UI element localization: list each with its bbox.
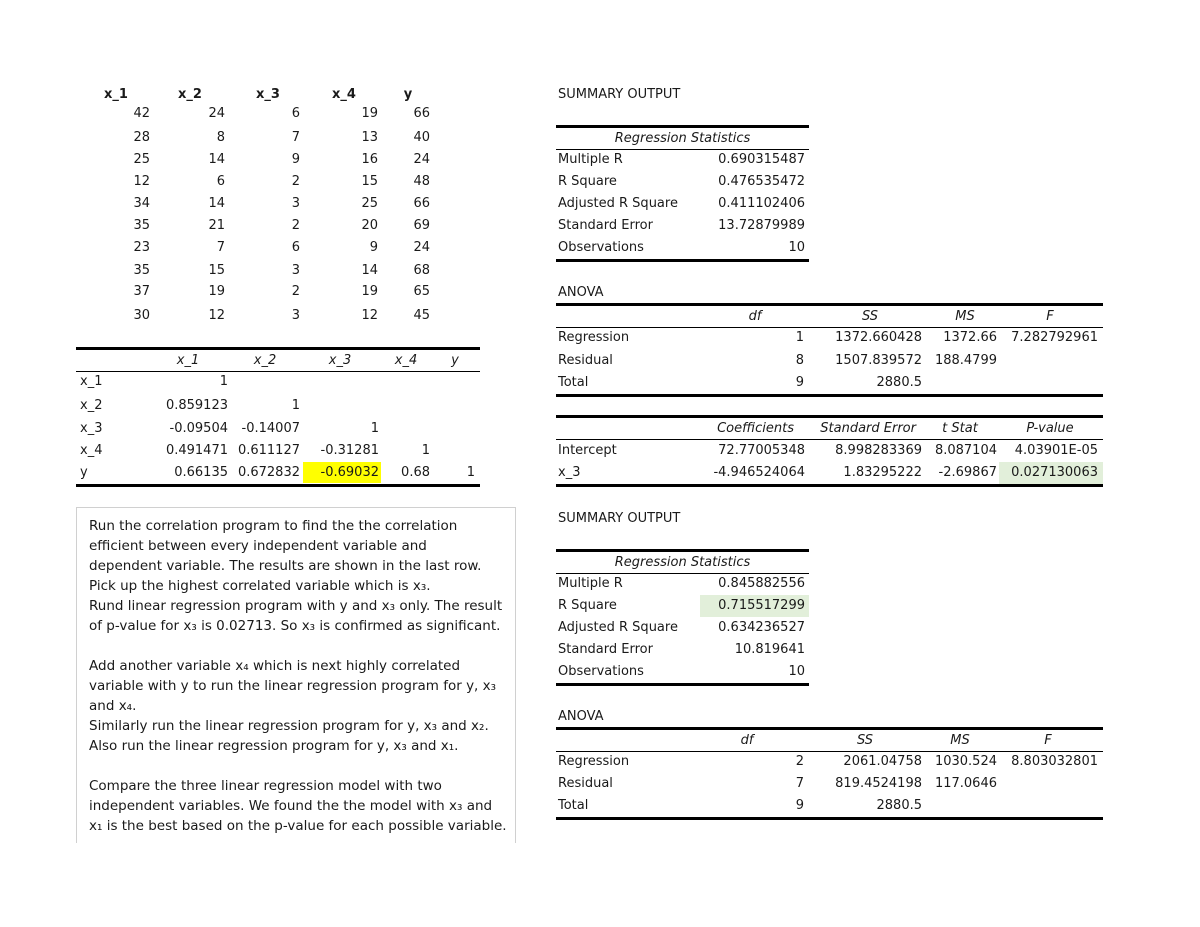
anova-row-label: Residual (558, 353, 613, 368)
summary-title: SUMMARY OUTPUT (558, 511, 681, 526)
anova-f: 7.282792961 (1011, 330, 1098, 345)
notes-line: variable with y to run the linear regression program for y, x₃ (89, 678, 497, 694)
corr-row-label: x_4 (80, 443, 103, 458)
corr-cell: 1 (219, 374, 228, 389)
notes-line: Rund linear regression program with y and x₃ only. The result (89, 598, 503, 614)
corr-cell: -0.14007 (241, 421, 300, 436)
reg-stat-value: 0.476535472 (718, 174, 805, 189)
anova-df: 7 (795, 776, 804, 791)
reg-stat-value-highlighted: 0.715517299 (718, 598, 805, 613)
data-cell: 19 (361, 106, 378, 121)
corr-cell: 0.672832 (237, 465, 300, 480)
table-rule (556, 817, 1103, 820)
notes-line: independent variables. We found the the model with x₃ and (89, 798, 493, 814)
anova-df: 9 (795, 375, 804, 390)
corr-cell: 1 (466, 465, 475, 480)
data-cell: 37 (133, 284, 150, 299)
reg-stat-value: 10.819641 (734, 642, 805, 657)
coef-header: P-value (1026, 421, 1074, 436)
data-cell: 6 (291, 106, 300, 121)
anova-title: ANOVA (558, 285, 604, 300)
table-rule (556, 484, 1103, 487)
anova-row-label: Total (558, 798, 589, 813)
data-cell: 2 (291, 284, 300, 299)
anova-ss: 1507.839572 (835, 353, 922, 368)
table-rule (556, 415, 1103, 418)
data-cell: 20 (361, 218, 378, 233)
reg-stat-value: 10 (788, 664, 805, 679)
anova-header: SS (856, 733, 874, 748)
reg-stat-label: Adjusted R Square (558, 620, 678, 635)
anova-f: 8.803032801 (1011, 754, 1098, 769)
data-header-x3: x_3 (256, 87, 280, 102)
reg-stat-label: Multiple R (558, 152, 623, 167)
notes-line: of p-value for x₃ is 0.02713. So x₃ is confirmed as significant. (89, 618, 501, 634)
notes-line: efficient between every independent variable and (89, 538, 427, 554)
data-cell: 66 (413, 106, 430, 121)
reg-stat-value: 0.634236527 (718, 620, 805, 635)
data-cell: 24 (208, 106, 225, 121)
notes-line: Compare the three linear regression model with two (89, 778, 442, 794)
corr-cell: 1 (370, 421, 379, 436)
reg-stat-label: Adjusted R Square (558, 196, 678, 211)
corr-row-label: x_3 (80, 421, 103, 436)
corr-col-header: y (451, 353, 459, 368)
data-cell: 30 (133, 308, 150, 323)
table-rule (556, 303, 1103, 306)
corr-cell: 1 (291, 398, 300, 413)
corr-col-header: x_1 (176, 353, 200, 368)
anova-row-label: Regression (558, 754, 630, 769)
data-cell: 9 (291, 152, 300, 167)
corr-row-label: y (80, 465, 88, 480)
coef-row-label: x_3 (558, 465, 581, 480)
data-cell: 14 (361, 263, 378, 278)
data-cell: 2 (291, 174, 300, 189)
notes-line: Pick up the highest correlated variable which is x₃. (89, 578, 431, 594)
corr-cell: 1 (421, 443, 430, 458)
notes-line: Similarly run the linear regression program for y, x₃ and x₂. (89, 718, 489, 734)
reg-stat-label: Standard Error (558, 642, 653, 657)
corr-cell: 0.68 (401, 465, 430, 480)
anova-df: 1 (795, 330, 804, 345)
data-cell: 45 (413, 308, 430, 323)
coef-tstat: 8.087104 (934, 443, 997, 458)
reg-stat-value: 0.690315487 (718, 152, 805, 167)
data-cell: 12 (208, 308, 225, 323)
table-rule (556, 549, 809, 552)
data-cell: 23 (133, 240, 150, 255)
reg-stat-label: Observations (558, 240, 644, 255)
anova-ss: 2061.04758 (843, 754, 922, 769)
notes-line: x₁ is the best based on the p-value for each possible variable. (89, 818, 507, 834)
table-rule (556, 439, 1103, 440)
reg-stats-header: Regression Statistics (614, 131, 751, 146)
data-cell: 34 (133, 196, 150, 211)
data-cell: 3 (291, 308, 300, 323)
data-cell: 14 (208, 152, 225, 167)
data-cell: 42 (133, 106, 150, 121)
table-rule (76, 371, 480, 372)
data-cell: 15 (361, 174, 378, 189)
anova-row-label: Total (558, 375, 589, 390)
coef-tstat: -2.69867 (938, 465, 997, 480)
table-rule (556, 394, 1103, 397)
reg-stats-header: Regression Statistics (614, 555, 751, 570)
coef-header: Coefficients (717, 421, 794, 436)
table-rule (556, 573, 809, 574)
corr-col-header: x_2 (253, 353, 277, 368)
coef-row-label: Intercept (558, 443, 617, 458)
corr-col-header: x_4 (394, 353, 418, 368)
anova-header: df (748, 309, 762, 324)
reg-stat-label: Standard Error (558, 218, 653, 233)
notes-line: Run the correlation program to find the the correlation (89, 518, 458, 534)
data-cell: 40 (413, 130, 430, 145)
anova-header: F (1044, 733, 1052, 748)
corr-cell: -0.09504 (169, 421, 228, 436)
table-rule (556, 149, 809, 150)
data-cell: 35 (133, 218, 150, 233)
data-cell: 24 (413, 152, 430, 167)
anova-ss: 819.4524198 (835, 776, 922, 791)
corr-cell: 0.491471 (165, 443, 228, 458)
data-header-x2: x_2 (178, 87, 202, 102)
coef-pvalue-highlighted: 0.027130063 (1011, 465, 1098, 480)
coef-header: Standard Error (820, 421, 916, 436)
corr-row-label: x_1 (80, 374, 103, 389)
data-cell: 15 (208, 263, 225, 278)
table-rule (556, 259, 809, 262)
data-cell: 48 (413, 174, 430, 189)
anova-ms: 188.4799 (934, 353, 997, 368)
notes-line: and x₄. (89, 698, 137, 714)
notes-line: dependent variable. The results are shown in the last row. (89, 558, 482, 574)
anova-header: F (1046, 309, 1054, 324)
data-cell: 19 (361, 284, 378, 299)
data-header-x4: x_4 (332, 87, 356, 102)
anova-ms: 117.0646 (934, 776, 997, 791)
data-cell: 13 (361, 130, 378, 145)
data-cell: 12 (361, 308, 378, 323)
reg-stat-value: 13.72879989 (718, 218, 805, 233)
anova-ms: 1030.524 (934, 754, 997, 769)
data-cell: 3 (291, 196, 300, 211)
anova-ss: 2880.5 (876, 375, 922, 390)
anova-ss: 1372.660428 (835, 330, 922, 345)
anova-row-label: Residual (558, 776, 613, 791)
anova-header: SS (861, 309, 879, 324)
corr-cell: -0.31281 (320, 443, 379, 458)
anova-df: 2 (795, 754, 804, 769)
corr-col-header: x_3 (328, 353, 352, 368)
data-cell: 25 (133, 152, 150, 167)
data-cell: 35 (133, 263, 150, 278)
reg-stat-value: 10 (788, 240, 805, 255)
data-cell: 6 (291, 240, 300, 255)
data-cell: 12 (133, 174, 150, 189)
data-cell: 3 (291, 263, 300, 278)
anova-ss: 2880.5 (876, 798, 922, 813)
corr-row-label: x_2 (80, 398, 103, 413)
data-cell: 28 (133, 130, 150, 145)
data-cell: 7 (291, 130, 300, 145)
data-cell: 14 (208, 196, 225, 211)
data-cell: 69 (413, 218, 430, 233)
data-cell: 9 (369, 240, 378, 255)
table-rule (556, 683, 809, 686)
reg-stat-label: Multiple R (558, 576, 623, 591)
data-cell: 2 (291, 218, 300, 233)
table-rule (76, 347, 480, 350)
data-cell: 16 (361, 152, 378, 167)
reg-stat-label: R Square (558, 598, 617, 613)
data-cell: 66 (413, 196, 430, 211)
data-cell: 25 (361, 196, 378, 211)
table-rule (556, 751, 1103, 752)
anova-header: MS (950, 733, 970, 748)
coef-pvalue: 4.03901E-05 (1014, 443, 1098, 458)
coef-header: t Stat (942, 421, 978, 436)
data-cell: 6 (216, 174, 225, 189)
notes-line: Add another variable x₄ which is next highly correlated (89, 658, 461, 674)
reg-stat-value: 0.845882556 (718, 576, 805, 591)
data-cell: 19 (208, 284, 225, 299)
data-cell: 7 (216, 240, 225, 255)
anova-header: MS (955, 309, 975, 324)
corr-cell-highlighted: -0.69032 (320, 465, 379, 480)
data-cell: 68 (413, 263, 430, 278)
coef-value: -4.946524064 (713, 465, 805, 480)
summary-title: SUMMARY OUTPUT (558, 87, 681, 102)
coef-value: 72.77005348 (718, 443, 805, 458)
corr-cell: 0.66135 (174, 465, 228, 480)
data-cell: 8 (216, 130, 225, 145)
coef-se: 8.998283369 (835, 443, 922, 458)
anova-ms: 1372.66 (943, 330, 997, 345)
table-rule (556, 727, 1103, 730)
anova-row-label: Regression (558, 330, 630, 345)
anova-df: 9 (795, 798, 804, 813)
corr-cell: 0.859123 (165, 398, 228, 413)
data-cell: 65 (413, 284, 430, 299)
anova-title: ANOVA (558, 709, 604, 724)
reg-stat-label: Observations (558, 664, 644, 679)
reg-stat-label: R Square (558, 174, 617, 189)
notes-line: Also run the linear regression program for y, x₃ and x₁. (89, 738, 459, 754)
coef-se: 1.83295222 (843, 465, 922, 480)
table-rule (556, 125, 809, 128)
notes-box (76, 507, 516, 843)
data-cell: 21 (208, 218, 225, 233)
anova-header: df (740, 733, 754, 748)
corr-cell: 0.611127 (237, 443, 300, 458)
data-cell: 24 (413, 240, 430, 255)
table-rule (76, 484, 480, 487)
data-header-y: y (403, 87, 413, 102)
data-header-x1: x_1 (104, 87, 128, 102)
table-rule (556, 327, 1103, 328)
reg-stat-value: 0.411102406 (718, 196, 805, 211)
anova-df: 8 (795, 353, 804, 368)
